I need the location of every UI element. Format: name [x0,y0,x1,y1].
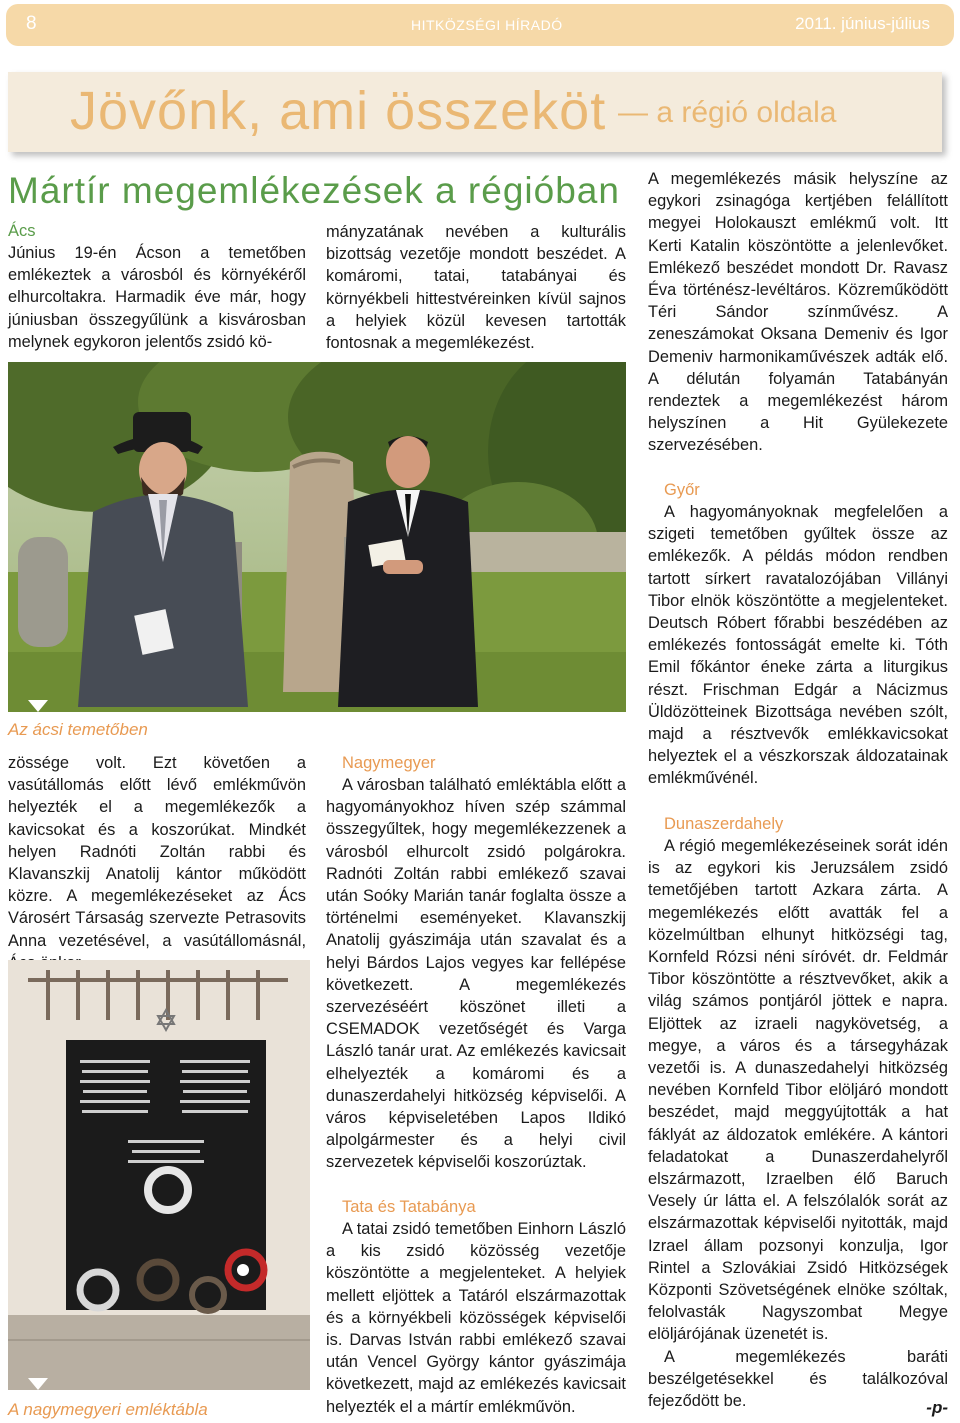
article-title: Mártír megemlékezések a régióban [8,170,620,211]
page-header [6,4,954,46]
page-number: 8 [26,13,37,34]
dunaszerdahely-heading: Dunaszerdahely [664,815,784,833]
dunaszerdahely-text-2: A megemlékezés baráti beszélgetésekkel és találkozóval fejeződött be. [648,1347,948,1411]
acs-text-2: mányzatának nevében a kulturális bizottság vezetője mondott beszédet. A komáromi, tatai, tatabányai és környékbeli hittestvéreinken kívül sajnos a helyiek közül kevesen tartották fontosnak a megemlékezést. [326,223,626,353]
memorial-plaque-photo [8,960,310,1390]
dunaszerdahely-section [648,813,948,1412]
tata-text: A tatai zsidó temetőben Einhorn László a kis zsidó közösség vezetője köszöntötte a megjelenteket. A helyiek mellett eljöttek a Tatáról elszármazottak és a környékbeli közösségek képviselői is. Darvas István rabbi emlékező szavai után Vencel György kántor gyászimája következett, majd az emlékezés kavicsait helyezték el a mártír emlékművön. [326,1220,626,1416]
nagymegyer-text: A városban található emléktábla előtt a hagyományokhoz híven szép számmal összegyűltek, hogy megemlékezzenek a városból elhurcolt zsidó polgárokra. Radnóti Zoltán rabbi emlékező szavai után Soóky Marián tanár foglalta össze a történelmi eseményeket. Klavanszkij Anatolij gyászimája után szavalat és a helyi Bárdos Lajos vegyes kar fellépése következett. A megemlékezés szervezéséért köszönet illeti a CSEMADOK vezetőségét és Varga László tanár urat. Az emlékezés kavicsait elhelyezték a komáromi és a dunaszerdahelyi hitközség képviselői. A város képviseletében Lapos Ildikó alpolgármester és a helyi civil szervezetek képviselői koszorúztak. [326,776,626,1172]
caption-pointer-icon [28,1378,48,1390]
gyor-section [648,479,948,790]
tatabanya-continued [648,168,948,457]
acs-heading: Ács [8,222,36,240]
banner-title: Jövőnk, ami összeköt [70,81,607,141]
nagymegyer-heading: Nagymegyer [342,754,436,772]
issue-date: 2011. június-július [795,14,930,33]
cemetery-photo [8,362,626,712]
right-intro-text: A megemlékezés másik helyszíne az egykori zsinagóga kertjében felállított megyei Holokauszt emlékmű volt. Itt Kerti Katalin köszöntötte a jelenlevőket. Emlékező beszédet mondott Dr. Ravasz Éva történész-levéltáros. Közreműködött Téri Sándor színművész. A zeneszámokat Oksana Demeniv és Igor Demeniv harmonikaművészek adták elő. A délután folyamán Tatabányán rendeztek a megemlékezést három helyszínen a Hit Gyülekezete szervezésében. [648,170,948,455]
section-banner [8,72,942,152]
author-signature: -p- [926,1398,948,1417]
gyor-text: A hagyományoknak megfelelően a szigeti temetőben gyűltek össze az emlékezők. A példás módon rendben tartott sírkert ravatalozójában Villányi Tibor elnök köszöntötte a megjelenteket. Deutsch Róbert főrabbi beszédében az emlékezés fontosságát emelte ki. Tóth Emil főkántor éneke zárta a liturgikus részt. Frischman Edgár a Nácizmus Üldözötteinek Bizottsága nevében szólt, majd a résztvevők emlékkavicsokat helyeztek el a vészkorszak áldozatainak emlékművénél. [648,503,948,788]
gyor-heading: Győr [664,481,700,499]
photo1-caption: Az ácsi temetőben [8,720,148,739]
dunaszerdahely-text-1: A régió megemlékezéseinek sorát idén is az egykori kis Jeruzsálem zsidó temetőjében tartott Azkara zárta. A megemlékezés előtt avatták fel a közelmúltban elhunyt hitközségi tag, Kornfeld Rózsi néni síróvét. dr. Feldmár Tibor köszöntötte a résztvevőket, akik a világ számos pontjáról jöttek e napra. Eljöttek az izraeli nagykövetség, a megye, a város és a társegyházak vezetői is. A dunaszedahelyi hitközség nevében Kornfeld Tibor elöljáró mondott beszédet, majd meggyújtották a hat fáklyát az áldozatok emlékére. A kántori feladatokat a Dunaszerdahelyről elszármazott, Izraelben élő Baruch Vesely úr látta el. A felszólalók sorát az elszármazottak képviselői nyitották, majd Izrael állam pozsonyi konzulja, Igor Rintel a Szlovákiai Zsidó Hitközségek Központi Szövetségének elnöke szóltak, felolvasták Nagyszombat Megye elöljárójának üzenetét is. [648,837,948,1344]
banner-subtitle: — a régió oldala [618,96,837,129]
acs-continued [326,221,626,354]
acs-intro [8,220,306,353]
caption-pointer-icon [28,700,48,712]
publication-title: HITKÖZSÉGI HÍRADÓ [411,17,563,33]
tata-heading: Tata és Tatabánya [342,1198,476,1216]
tata-section [326,1196,626,1418]
acs-text-3: zössége volt. Ezt követően a vasútállomás előtt lévő emlékművön helyezték el a megemlékezők a kavicsokat és a koszorúkat. Mindkét helyen Radnóti Zoltán rabbi és Klavanszkij Anatolij kántor működött közre. A megemlékezéseket az Ács Városért Társaság szervezte Petrasovits Anna vezetésével, a vasútállomásnál, [8,754,306,950]
acs-continued-2 [8,752,306,974]
photo2-caption: A nagymegyeri emléktábla [8,1400,208,1419]
nagymegyer-section [326,752,626,1174]
acs-text-1: Június 19-én Ácson a temetőben emlékeztek a városból és környékéről elhurcoltakra. Harmadik éve már, hogy júniusban összegyűlünk a kisvárosban melynek egykoron jelentős zsidó kö- [8,244,306,351]
